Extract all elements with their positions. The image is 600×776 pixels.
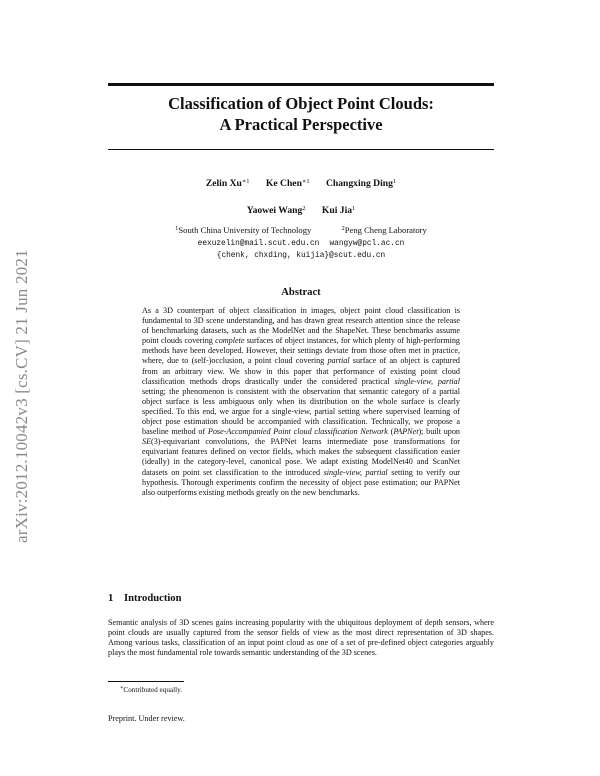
section-number: 1 bbox=[108, 593, 114, 604]
introduction-paragraph: Semantic analysis of 3D scenes gains increasing popularity with the ubiquitous deployment of depth sensors, where point clouds are usually captured from the sensor fields of view as the most direct representation of 3D shapes. Among various tasks, classification of an input point cloud as one of a set of pre-defined object categories arguably plays the most fundamental role towards semantic understanding of the 3D scenes. bbox=[108, 618, 494, 658]
author: Yaowei Wang$^2$ bbox=[246, 205, 306, 216]
section-heading-introduction bbox=[108, 593, 494, 604]
footnote: ∗Contributed equally. bbox=[120, 686, 183, 694]
author: Kui Jia$^1$ bbox=[321, 205, 356, 216]
email[interactable]: {chenk, chxding, kuijia}@scut.edu.cn bbox=[216, 252, 386, 260]
email[interactable]: eexuzelin@mail.scut.edu.cn bbox=[197, 240, 320, 248]
affiliation-2: $^2$Peng Cheng Laboratory bbox=[341, 225, 427, 235]
arxiv-identifier-stamp: arXiv:2012.10042v3 [cs.CV] 21 Jun 2021 bbox=[12, 249, 31, 543]
author-emails-group bbox=[108, 249, 494, 260]
email[interactable]: wangyw@pcl.ac.cn bbox=[329, 240, 405, 248]
abstract-heading: Abstract bbox=[281, 287, 321, 298]
author-row-1 bbox=[108, 177, 494, 189]
footnote-rule bbox=[108, 681, 184, 682]
title-line-2: A Practical Perspective bbox=[219, 115, 383, 134]
author-emails bbox=[108, 237, 494, 248]
affiliation-1: $^1$South China University of Technology bbox=[175, 225, 312, 235]
preprint-note: Preprint. Under review. bbox=[108, 714, 185, 723]
paper-title bbox=[108, 93, 494, 135]
section-title: Introduction bbox=[124, 593, 182, 604]
abstract-text: As a 3D counterpart of object classification in images, object point cloud classification is fundamental to 3D scene understanding, and has drawn great research attention since the release of benchmarking datasets, such as the ModelNet and the ShapeNet. These benchmarks assume point clouds covering complete surfaces of object instances, for which plenty of high-performing methods have been developed. However, their settings deviate from those often met in practice, where, due to (self-)occlusion, a point cloud covering partial surface of an object is captured from an arbitrary view. We show in this paper that performance of existing point cloud classification methods drops drastically under the considered practical single-view, partial setting; the phenomenon is consistent with the observation that semantic category of a partial object surface is less ambiguous only when its distribution on the whole surface is clearly specified. To this end, we argue for a single-view, partial setting where supervised learning of object pose estimation should be accompanied with classification. Technically, we propose a baseline method of Pose-Accompanied Point cloud classification Network (PAPNet); built upon SE(3)-equivariant convolutions, the PAPNet learns intermediate pose transformations for equivariant features defined on vector fields, which makes the subsequent classification easier (ideally) in the category-level, canonical pose. We adapt existing ModelNet40 and ScanNet datasets on point set classification to the introduced single-view, partial setting to verify our hypothesis. Thorough experiments confirm the necessity of object pose estimation; our PAPNet also outperforms existing methods greatly on the new benchmarks. bbox=[142, 306, 460, 497]
affiliations bbox=[108, 225, 494, 235]
author: Changxing Ding$^1$ bbox=[325, 178, 397, 189]
author: Ke Chen$^{∗1}$ bbox=[265, 178, 310, 189]
author: Zelin $Xu^{∗1}$ bbox=[205, 178, 250, 189]
title-bottom-rule bbox=[108, 149, 494, 150]
title-top-rule bbox=[108, 83, 494, 86]
title-line-1: Classification of Object Point Clouds: bbox=[168, 94, 434, 113]
author-row-2 bbox=[108, 205, 494, 216]
